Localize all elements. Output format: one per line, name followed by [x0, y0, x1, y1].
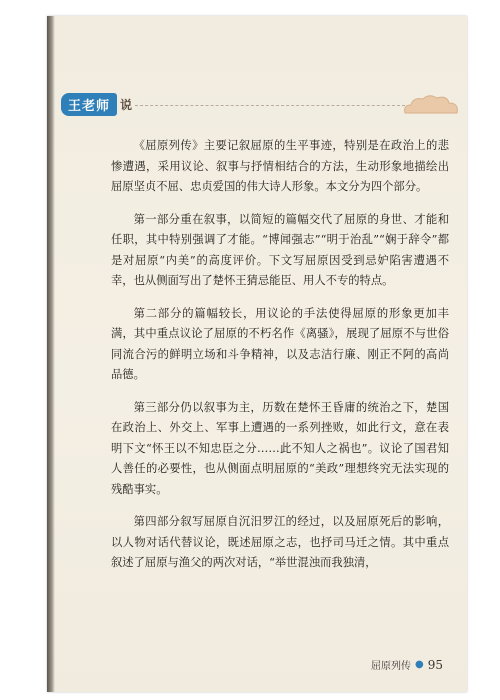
page-footer: [371, 657, 443, 672]
badge-suffix: 说: [120, 97, 133, 112]
paragraph-part-3: 第三部分仍以叙事为主，历数在楚怀王昏庸的统治之下，楚国在政治上、外交上、军事上遭遇的一系列挫败，如此行文，意在表明下文“怀王以不知忠臣之分……此不知人之祸也”。议论了国君知人善任的必要性，也从侧面点明屈原的“美政”理想终究无法实现的残酷事实。: [111, 400, 449, 496]
bullet-icon: ●: [414, 659, 424, 670]
cloud-decoration-icon: [401, 93, 461, 119]
header-divider: [135, 105, 405, 107]
article-body: [111, 136, 449, 586]
paragraph-part-4: 第四部分叙写屈原自沉汨罗江的经过，以及屈原死后的影响，以人物对话代替议论，既述屈原之志，也抒司马迁之情。其中重点叙述了屈原与渔父的两次对话，“举世混浊而我独清，: [111, 515, 449, 569]
running-title: 屈原列传: [370, 661, 411, 672]
paragraph-part-1: 第一部分重在叙事，以简短的篇幅交代了屈原的身世、才能和任职，其中特别强调了才能。“博闻强志”“明于治乱”“娴于辞令”都是对屈原“内美”的高度评价。下文写屈原因受到忌妒陷害遭遇不幸，也从侧面写出了楚怀王猜忌能臣、用人不专的特点。: [111, 212, 449, 287]
book-page: [47, 16, 467, 692]
page-number: 95: [427, 657, 443, 672]
teacher-says-badge: 王老师: [61, 93, 117, 116]
paragraph-intro: 《屈原列传》主要记叙屈原的生平事迹，特别是在政治上的悲惨遭遇，采用议论、叙事与抒情相结合的方法，生动形象地描绘出屈原坚贞不屈、忠贞爱国的伟大诗人形象。本文分为四个部分。: [111, 139, 449, 193]
paragraph-part-2: 第二部分的篇幅较长，用议论的手法使得屈原的形象更加丰满，其中重点议论了屈原的不朽名作《离骚》，展现了屈原不与世俗同流合污的鲜明立场和斗争精神，以及志洁行廉、刚正不阿的高尚品德。: [111, 306, 449, 381]
